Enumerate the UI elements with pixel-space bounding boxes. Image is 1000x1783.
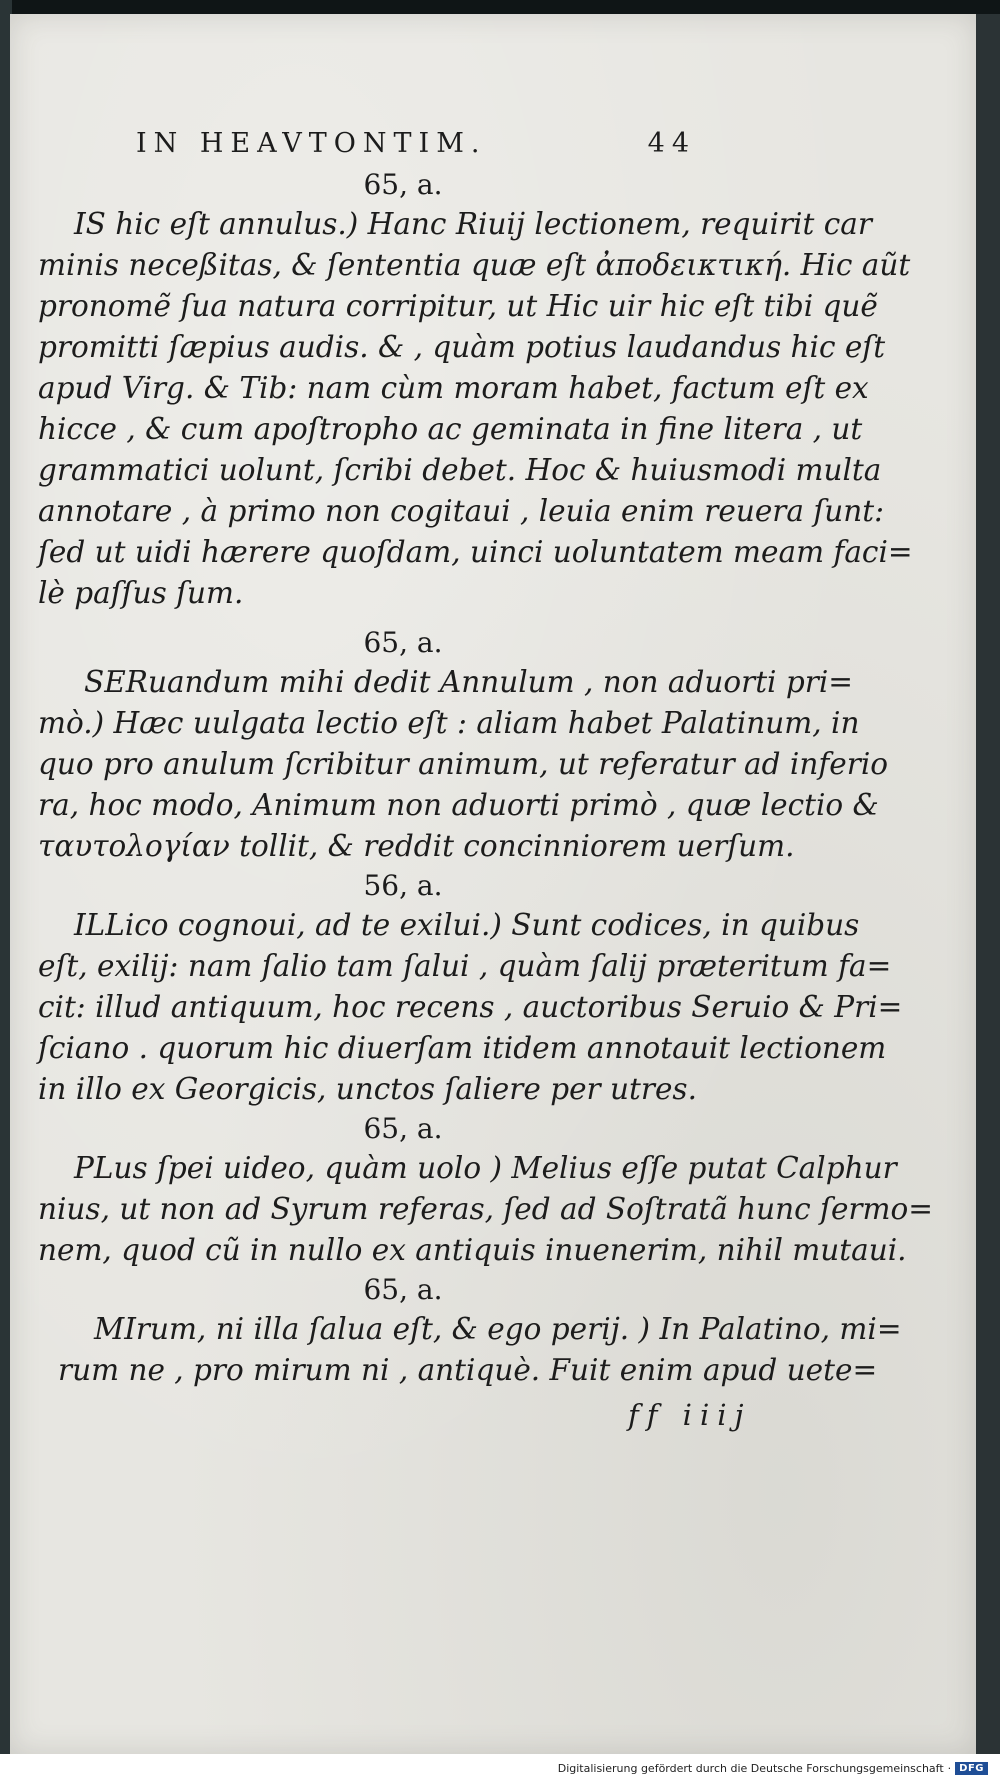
text-line: quo pro anulum ſcribitur animum, ut referatur ad inferio	[38, 747, 889, 781]
credit-text: Digitalisierung gefördert durch die Deutsche Forschungsgemeinschaft	[557, 1762, 944, 1775]
text-line: promitti ſæpius audis. & , quàm potius laudandus hic eſt	[38, 330, 886, 364]
text-line: MIrum, ni illa ſalua eſt, & ego perij. ) In Palatino, mi=	[94, 1312, 902, 1346]
text-line: IS hic eſt annulus.) Hanc Riuij lectionem, requirit car	[74, 207, 872, 241]
text-line: annotare , à primo non cogitaui , leuia enim reuera ſunt:	[38, 494, 885, 528]
text-line: minis neceßitas, & ſententia quæ eſt ἀποδεικτική. Hic aũt	[38, 248, 911, 282]
text-line: mò.) Hæc uulgata lectio eſt : aliam habet Palatinum, in	[38, 706, 860, 740]
text-line: rum ne , pro mirum ni , antiquè. Fuit enim apud uete=	[58, 1353, 878, 1387]
text-line: cit: illud antiquum, hoc recens , auctoribus Seruio & Pri=	[38, 990, 903, 1024]
text-line: nius, ut non ad Syrum referas, ſed ad Soſtratã hunc ſermo=	[38, 1192, 933, 1226]
text-line: eſt, exilij: nam ſalio tam ſalui , quàm ſalij præteritum fa=	[38, 949, 892, 983]
section-ref: 65, a.	[363, 626, 443, 659]
page-number: 44	[647, 128, 696, 159]
text-line: PLus ſpei uideo, quàm uolo ) Melius eſſe putat Calphur	[74, 1151, 897, 1185]
dfg-logo-icon: DFG	[955, 1762, 988, 1775]
section-ref: 56, a.	[363, 869, 443, 902]
page-text	[38, 166, 933, 1391]
text-line: ſed ut uidi hærere quoſdam, uinci uoluntatem meam faci=	[38, 535, 913, 569]
text-line: ra, hoc modo, Animum non aduorti primò , quæ lectio &	[38, 788, 879, 822]
text-line: nem, quod cũ in nullo ex antiquis inuenerim, nihil mutaui.	[38, 1233, 907, 1267]
text-line: in illo ex Georgicis, unctos ſaliere per utres.	[38, 1072, 697, 1106]
text-line: apud Virg. & Tib: nam cùm moram habet, factum eſt ex	[38, 371, 869, 405]
digitization-credit	[558, 1762, 988, 1775]
text-line: grammatici uolunt, ſcribi debet. Hoc & huiusmodi multa	[38, 453, 882, 487]
text-line: ſciano . quorum hic diuerſam itidem annotauit lectionem	[38, 1031, 887, 1065]
text-line: hicce , & cum apoſtropho ac geminata in fine litera , ut	[38, 412, 863, 446]
text-line: ILLico cognoui, ad te exilui.) Sunt codices, in quibus	[74, 908, 860, 942]
signature-mark: ff iiij	[628, 1398, 752, 1432]
text-line: pronomẽ ſua natura corripitur, ut Hic uir hic eſt tibi quẽ	[38, 289, 878, 323]
running-head	[136, 128, 696, 159]
page-edge	[976, 14, 1000, 1754]
text-line: ταυτολογίαν tollit, & reddit concinniorem uerſum.	[38, 829, 795, 863]
section-ref: 65, a.	[363, 1112, 443, 1145]
text-line: lè paſſus ſum.	[38, 576, 244, 610]
running-head-title: IN HEAVTONTIM.	[136, 128, 487, 159]
scan-frame-top	[0, 0, 1000, 14]
separator: ·	[947, 1762, 952, 1775]
text-line: SERuandum mihi dedit Annulum , non aduorti pri=	[84, 665, 854, 699]
section-ref: 65, a.	[363, 1273, 443, 1306]
section-ref: 65, a.	[363, 168, 443, 201]
